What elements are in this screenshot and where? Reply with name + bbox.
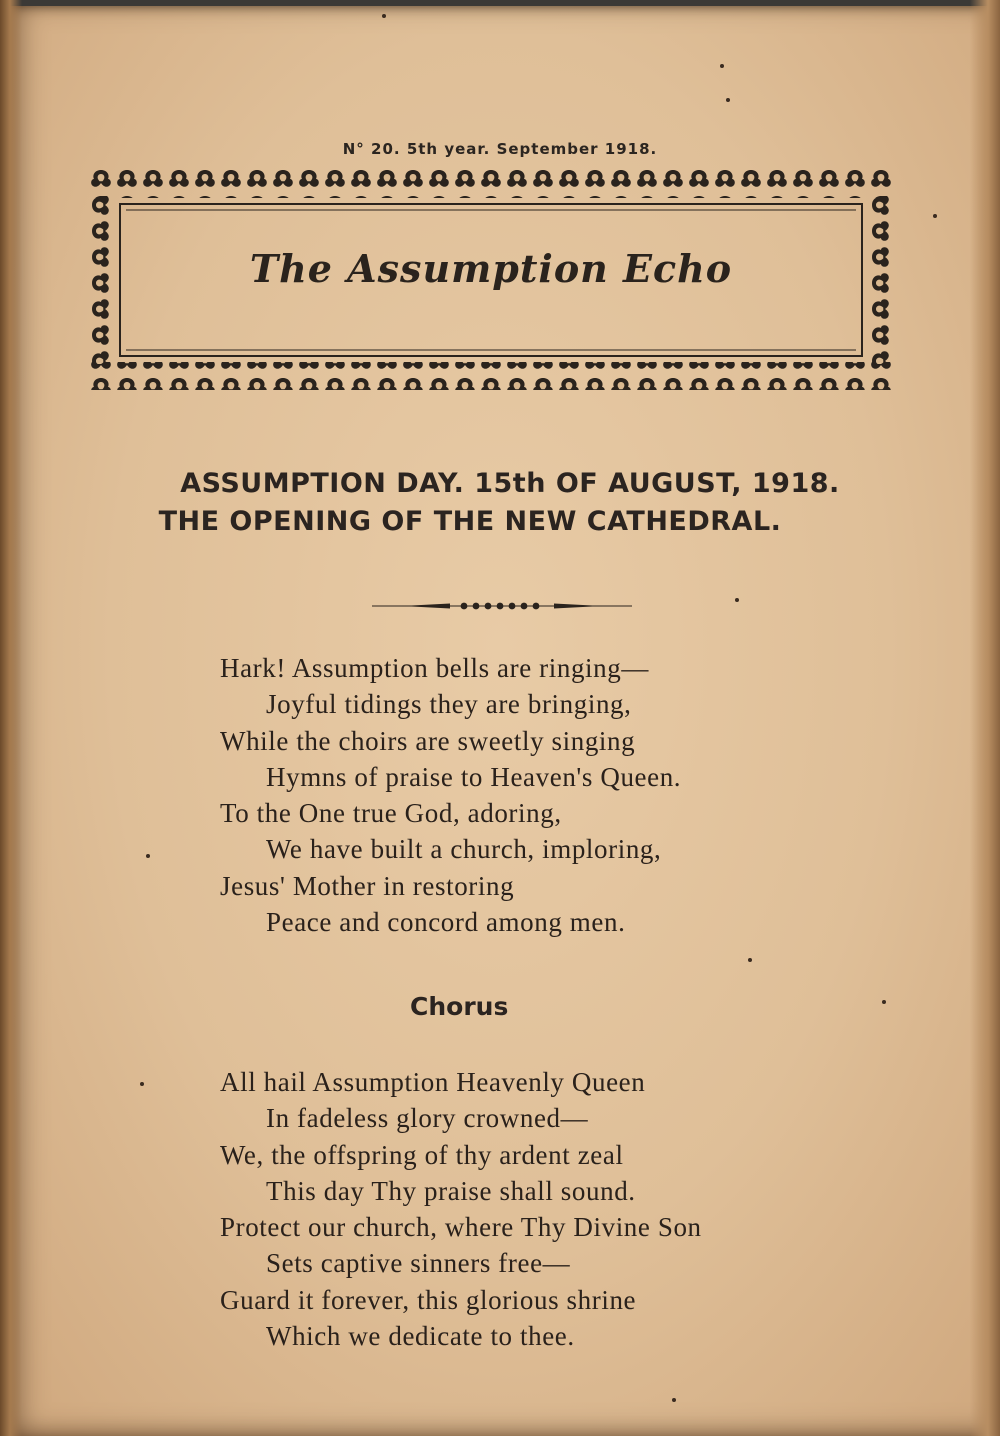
- headline-line-2: THE OPENING OF THE NEW CATHEDRAL.: [158, 506, 782, 537]
- ink-speck: [140, 1082, 144, 1086]
- chorus-line: All hail Assumption Heavenly Queen: [220, 1067, 646, 1097]
- page-top-edge: [0, 0, 1000, 6]
- ink-speck: [672, 1398, 676, 1402]
- verse-line: Joyful tidings they are bringing,: [266, 689, 632, 720]
- verse-line: To the One true God, adoring,: [220, 798, 562, 829]
- ornamental-rule: [372, 598, 632, 614]
- ink-speck: [735, 598, 739, 602]
- issue-line: N° 20. 5th year. September 1918.: [342, 140, 658, 158]
- verse-line: Hark! Assumption bells are ringing—: [220, 653, 649, 683]
- ink-speck: [726, 98, 730, 102]
- ink-speck: [720, 64, 724, 68]
- chorus-line: Which we dedicate to thee.: [266, 1321, 575, 1352]
- chorus-stanza: [220, 1064, 940, 1354]
- chorus-line: Protect our church, where Thy Divine Son: [220, 1212, 702, 1243]
- verse-stanza: [220, 650, 940, 940]
- verse-line: While the choirs are sweetly singing: [220, 725, 636, 756]
- verse-line: Peace and concord among men.: [266, 907, 626, 938]
- ink-speck: [146, 854, 150, 858]
- page-right-edge: [970, 0, 1000, 1436]
- verse-line: We have built a church, imploring,: [266, 834, 662, 865]
- ink-speck: [748, 958, 752, 962]
- chorus-heading: Chorus: [410, 992, 509, 1021]
- chorus-line: This day Thy praise shall sound.: [266, 1175, 636, 1206]
- ink-speck: [382, 14, 386, 18]
- chorus-line: Sets captive sinners free—: [266, 1248, 571, 1279]
- chorus-line: We, the offspring of thy ardent zeal: [220, 1139, 624, 1170]
- page-binding-edge: [0, 0, 22, 1436]
- chorus-line: In fadeless glory crowned—: [266, 1103, 589, 1134]
- publication-title: The Assumption Echo: [249, 246, 733, 291]
- verse-line: Jesus' Mother in restoring: [220, 870, 515, 901]
- chorus-line: Guard it forever, this glorious shrine: [220, 1284, 637, 1315]
- ink-speck: [933, 214, 937, 218]
- masthead-banner: [88, 166, 894, 394]
- headline-line-1: ASSUMPTION DAY. 15th OF AUGUST, 1918.: [180, 468, 840, 499]
- verse-line: Hymns of praise to Heaven's Queen.: [266, 761, 682, 792]
- ink-speck: [882, 1000, 886, 1004]
